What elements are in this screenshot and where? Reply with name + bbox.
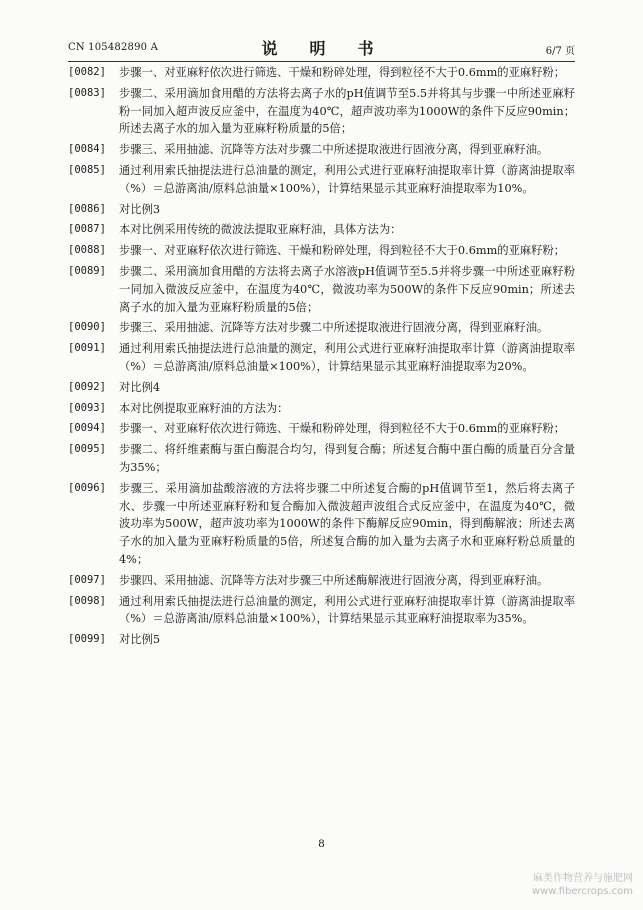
paragraph (68, 221, 575, 239)
paragraph-text: 通过利用索氏抽提法进行总油量的测定，利用公式进行亚麻籽油提取率计算（游离油提取率（%）＝总游离油/原料总油量×100%），计算结果显示其亚麻籽油提取率为20%。 (119, 342, 575, 373)
paragraph (68, 263, 575, 316)
paragraph (68, 379, 575, 397)
header-rule (68, 61, 575, 62)
paragraph-text: 步骤三、采用滴加盐酸溶液的方法将步骤二中所述复合酶的pH值调节至1，然后将去离子水、步骤一中所述亚麻籽粉和复合酶加入微波超声波组合式反应釜中，在温度为40℃，微波功率为500W，超声波功率为1000W的条件下酶解反应90min，得到酶解液；所述去离子水的加入量为亚麻籽粉质量的5倍，所述复合酶的加入量为去离子水和亚麻籽粉总质量的4%； (119, 481, 575, 566)
paragraph-text: 通过利用索氏抽提法进行总油量的测定，利用公式进行亚麻籽油提取率计算（游离油提取率（%）＝总游离油/原料总油量×100%），计算结果显示其亚麻籽油提取率为35%。 (119, 594, 575, 626)
paragraph-text: 对比例4 (119, 380, 161, 394)
watermark (532, 872, 633, 898)
paragraph (68, 593, 575, 629)
paragraph (68, 64, 575, 82)
document-title: 说 明 书 (261, 39, 382, 58)
paragraph (68, 480, 575, 569)
paragraph (68, 340, 575, 376)
paragraph-number: [0087] (68, 223, 106, 236)
paragraph-text: 步骤一、对亚麻籽依次进行筛选、干燥和粉碎处理，得到粒径不大于0.6mm的亚麻籽粉； (119, 66, 566, 79)
paragraph-text: 步骤二、采用滴加食用醋的方法将去离子水的pH值调节至5.5并将其与步骤一中所述亚麻籽粉一同加入超声波反应釜中，在温度为40℃，超声波功率为1000W的条件下反应90min；所述去离子水的加入量为亚麻籽粉质量的5倍； (119, 86, 575, 136)
paragraph (68, 631, 575, 649)
paragraph-text: 本对比例提取亚麻籽油的方法为： (119, 401, 289, 415)
paragraph-text: 本对比例采用传统的微波法提取亚麻籽油，具体方法为： (119, 223, 402, 237)
body-content (68, 64, 575, 652)
paragraph-text: 对比例3 (119, 202, 161, 216)
paragraph (68, 242, 575, 260)
paragraph-text: 步骤二、将纤维素酶与蛋白酶混合均匀，得到复合酶；所述复合酶中蛋白酶的质量百分含量为35%； (119, 443, 575, 474)
paragraph (68, 319, 575, 337)
paragraph (68, 201, 575, 219)
paragraph-number: [0092] (68, 380, 106, 393)
paragraph-number: [0084] (68, 143, 106, 156)
paragraph-text: 步骤四、采用抽滤、沉降等方法对步骤三中所述酶解液进行固液分离，得到亚麻籽油。 (119, 573, 549, 587)
paragraph-number: [0091] (68, 342, 106, 355)
paragraph-text: 步骤一、对亚麻籽依次进行筛选、干燥和粉碎处理，得到粒径不大于0.6mm的亚麻籽粉； (119, 244, 566, 258)
paragraph-number: [0099] (68, 633, 106, 646)
paragraph-text: 对比例5 (119, 633, 161, 647)
paragraph-number: [0097] (68, 573, 106, 586)
paragraph-number: [0083] (68, 86, 106, 99)
paragraph-number: [0082] (68, 66, 106, 78)
paragraph-text: 步骤一、对亚麻籽依次进行筛选、干燥和粉碎处理，得到粒径不大于0.6mm的亚麻籽粉； (119, 422, 566, 436)
paragraph (68, 141, 575, 159)
paragraph (68, 85, 575, 138)
paragraph-number: [0086] (68, 202, 106, 215)
patent-number: CN 105482890 A (68, 42, 159, 53)
paragraph-number: [0094] (68, 422, 106, 435)
paragraph-text: 步骤三、采用抽滤、沉降等方法对步骤二中所述提取液进行固液分离，得到亚麻籽油。 (119, 143, 549, 157)
paragraph-number: [0085] (68, 163, 106, 176)
paragraph-number: [0090] (68, 321, 106, 334)
watermark-url: www.fibercrops.com (531, 886, 633, 897)
page-number: 8 (318, 838, 325, 850)
paragraph-number: [0088] (68, 244, 106, 257)
paragraph-number: [0096] (68, 481, 106, 494)
paragraph-text: 通过利用索氏抽提法进行总油量的测定，利用公式进行亚麻籽油提取率计算（游离油提取率（%）＝总游离油/原料总油量×100%），计算结果显示其亚麻籽油提取率为10%。 (119, 163, 575, 195)
paragraph-text: 步骤三、采用抽滤、沉降等方法对步骤二中所述提取液进行固液分离，得到亚麻籽油。 (119, 321, 549, 335)
page-indicator: 6/7 页 (545, 46, 575, 57)
paragraph-text: 步骤二、采用滴加食用醋的方法将去离子水溶液pH值调节至5.5并将步骤一中所述亚麻籽粉一同加入微波反应釜中，在温度为40℃，微波功率为500W的条件下反应90min；所述去离子水的加入量为亚麻籽粉质量的5倍； (119, 264, 575, 314)
paragraph-number: [0093] (68, 401, 106, 414)
paragraph (68, 400, 575, 418)
watermark-site-name: 麻类作物营养与施肥网 (533, 873, 633, 884)
paragraph (68, 420, 575, 438)
paragraph-number: [0095] (68, 443, 106, 456)
paragraph-number: [0098] (68, 594, 106, 607)
paragraph-number: [0089] (68, 264, 106, 277)
page-header (68, 36, 575, 60)
paragraph (68, 572, 575, 590)
paragraph (68, 441, 575, 477)
paragraph (68, 162, 575, 198)
